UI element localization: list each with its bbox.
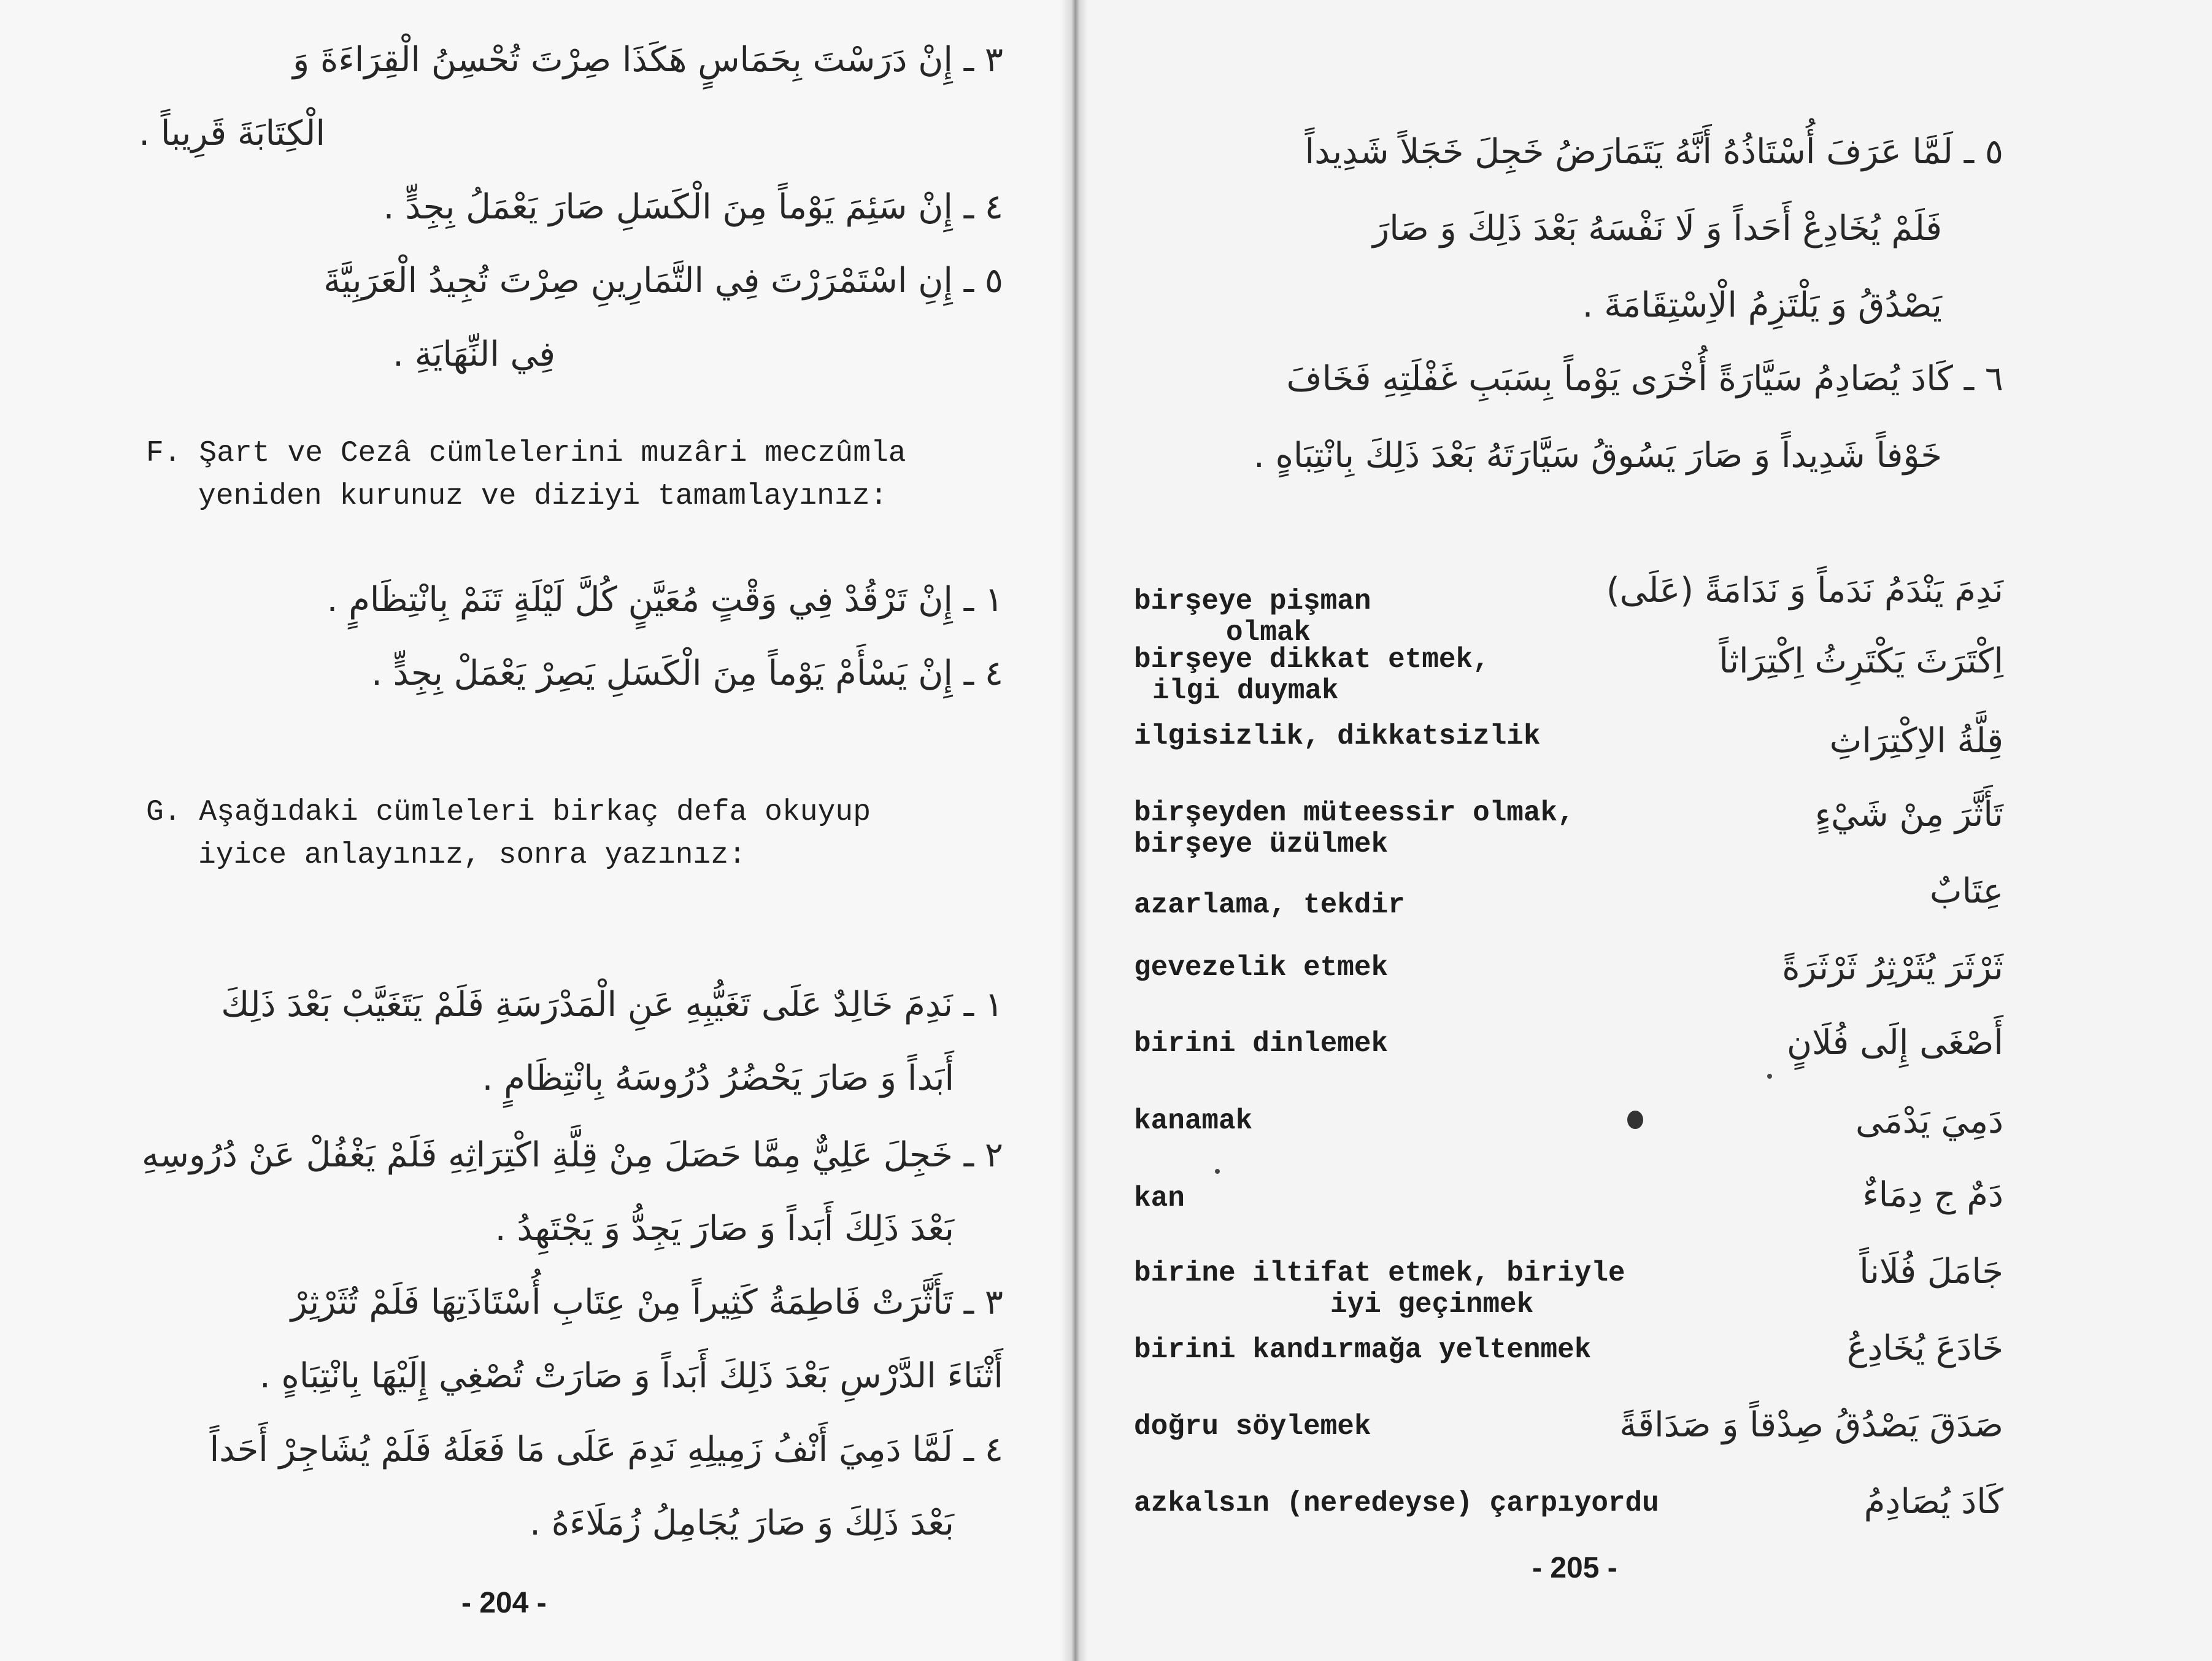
vocab-turkish: azkalsın (neredeyse) çarpıyordu — [1134, 1487, 1659, 1519]
vocab-turkish: kan — [1134, 1182, 1185, 1214]
vocab-turkish: birini kandırmağa yeltenmek — [1134, 1334, 1592, 1366]
exercise-line: ٣ ـ إِنْ دَرَسْتَ بِحَمَاسٍ هَكَذَا صِرْتَ تُحْسِنُ الْقِرَاءَةَ وَ — [293, 40, 1003, 80]
page-number-left: - 204 - — [461, 1587, 547, 1619]
vocab-arabic: دَمٌ ج دِمَاءٌ — [1862, 1175, 2003, 1215]
vocab-turkish: doğru söylemek — [1134, 1411, 1371, 1443]
vocab-arabic: نَدِمَ يَنْدَمُ نَدَماً وَ نَدَامَةً (عَلَى) — [1606, 571, 2003, 611]
section-f-line2: yeniden kurunuz ve diziyi tamamlayınız: — [198, 479, 888, 513]
vocab-arabic: خَادَعَ يُخَادِعُ — [1847, 1328, 2003, 1368]
vocab-turkish: birşeye pişman olmak — [1134, 585, 1371, 649]
reading-line: فَلَمْ يُخَادِعْ أَحَداً وَ لَا نَفْسَهُ بَعْدَ ذَلِكَ وَ صَارَ — [1373, 209, 1942, 249]
section-f-line1: Şart ve Cezâ cümlelerini muzâri meczûmla — [199, 437, 906, 470]
exercise-line: فِي النِّهَايَةِ . — [393, 334, 555, 374]
section-g-heading — [146, 792, 871, 877]
ink-speck — [1215, 1169, 1220, 1174]
exercise-line: بَعْدَ ذَلِكَ أَبَداً وَ صَارَ يَجِدُّ وَ يَجْتَهِدُ . — [495, 1209, 954, 1249]
exercise-line: ٥ ـ إِنِ اسْتَمْرَرْتَ فِي التَّمَارِينِ صِرْتَ تُجِيدُ الْعَرَبِيَّةَ — [323, 261, 1003, 301]
vocab-turkish: gevezelik etmek — [1134, 952, 1389, 984]
vocab-arabic: أَصْغَى إِلَى فُلَانٍ — [1786, 1023, 2003, 1063]
vocab-arabic: صَدَقَ يَصْدُقُ صِدْقاً وَ صَدَاقَةً — [1619, 1405, 2003, 1445]
exercise-line: ١ ـ نَدِمَ خَالِدٌ عَلَى تَغَيُّبِهِ عَنِ الْمَدْرَسَةِ فَلَمْ يَتَغَيَّبْ بَعْدَ ذَلِكَ — [221, 985, 1003, 1025]
section-f-label: F. — [146, 437, 182, 470]
exercise-line: بَعْدَ ذَلِكَ وَ صَارَ يُجَامِلُ زُمَلَاءَهُ . — [530, 1503, 954, 1543]
vocab-turkish: azarlama, tekdir — [1134, 889, 1405, 921]
vocab-arabic: ثَرْثَرَ يُثَرْثِرُ ثَرْثَرَةً — [1782, 948, 2003, 988]
vocab-arabic: عِتَابٌ — [1929, 871, 2003, 911]
vocab-turkish: birini dinlemek — [1134, 1028, 1389, 1060]
reading-line: ٥ ـ لَمَّا عَرَفَ أُسْتَاذُهُ أَنَّهُ يَتَمَارَضُ خَجِلَ خَجَلاً شَدِيداً — [1304, 132, 2003, 172]
vocab-turkish: birine iltifat etmek, biriyle iyi geçinmek — [1134, 1257, 1625, 1320]
exercise-line: أَبَداً وَ صَارَ يَحْضُرُ دُرُوسَهُ بِانْتِظَامٍ . — [482, 1058, 954, 1098]
vocab-arabic: تَأَثَّرَ مِنْ شَيْءٍ — [1814, 795, 2003, 834]
exercise-line: الْكِتَابَةَ قَرِيباً . — [139, 114, 325, 153]
exercise-line: ٢ ـ خَجِلَ عَلِيٌّ مِمَّا حَصَلَ مِنْ قِلَّةِ اكْتِرَاثِهِ فَلَمْ يَغْفُلْ عَنْ دُرُوسِهِ — [142, 1135, 1003, 1175]
ink-speck — [1767, 1074, 1772, 1079]
book-gutter — [1060, 0, 1088, 1661]
vocab-arabic: جَامَلَ فُلَاناً — [1859, 1252, 2003, 1292]
vocab-arabic: دَمِيَ يَدْمَى — [1855, 1101, 2003, 1141]
page-number-right: - 205 - — [1532, 1552, 1617, 1584]
reading-line: خَوْفاً شَدِيداً وَ صَارَ يَسُوقُ سَيَّارَتَهُ بَعْدَ ذَلِكَ بِانْتِبَاهٍ . — [1253, 436, 1942, 476]
section-f-heading — [146, 433, 906, 518]
vocab-arabic: كَادَ يُصَادِمُ — [1863, 1482, 2003, 1522]
vocab-turkish: birşeye dikkat etmek, ilgi duymak — [1134, 644, 1490, 707]
reading-line: يَصْدُقُ وَ يَلْتَزِمُ الْاِسْتِقَامَةَ . — [1582, 285, 1942, 325]
ink-blot — [1627, 1111, 1643, 1129]
vocab-turkish: ilgisizlik, dikkatsizlik — [1134, 720, 1541, 752]
exercise-line: ٤ ـ إِنْ سَئِمَ يَوْماً مِنَ الْكَسَلِ صَارَ يَعْمَلُ بِجِدٍّ . — [383, 187, 1003, 227]
exercise-line: ٣ ـ تَأَثَّرَتْ فَاطِمَةُ كَثِيراً مِنْ عِتَابِ أُسْتَاذَتِهَا فَلَمْ تُثَرْثِرْ — [290, 1282, 1003, 1322]
section-g-line2: iyice anlayınız, sonra yazınız: — [198, 838, 746, 872]
exercise-line: ١ ـ إِنْ تَرْقُدْ فِي وَقْتٍ مُعَيَّنٍ كُلَّ لَيْلَةٍ تَنَمْ بِانْتِظَامٍ . — [326, 580, 1003, 620]
reading-line: ٦ ـ كَادَ يُصَادِمُ سَيَّارَةً أُخْرَى يَوْماً بِسَبَبِ غَفْلَتِهِ فَخَافَ — [1286, 359, 2003, 399]
exercise-line: أَثْنَاءَ الدَّرْسِ بَعْدَ ذَلِكَ أَبَداً وَ صَارَتْ تُصْغِي إِلَيْهَا بِانْتِبَاهٍ . — [259, 1356, 1003, 1396]
vocab-turkish: birşeyden müteessir olmak, birşeye üzülmek — [1134, 797, 1574, 860]
vocab-arabic: قِلَّةُ الاِكْتِرَاثِ — [1829, 721, 2003, 761]
section-g-line1: Aşağıdaki cümleleri birkaç defa okuyup — [199, 796, 871, 829]
vocab-turkish: kanamak — [1134, 1105, 1253, 1137]
vocab-arabic: اِكْتَرَثَ يَكْتَرِثُ اِكْتِرَاثاً — [1719, 641, 2003, 681]
exercise-line: ٤ ـ إِنْ يَسْأَمْ يَوْماً مِنَ الْكَسَلِ يَصِرْ يَعْمَلْ بِجِدٍّ . — [371, 653, 1003, 693]
exercise-line: ٤ ـ لَمَّا دَمِيَ أَنْفُ زَمِيلِهِ نَدِمَ عَلَى مَا فَعَلَهُ فَلَمْ يُشَاجِرْ أَحَداً — [209, 1430, 1003, 1470]
section-g-label: G. — [146, 796, 182, 829]
